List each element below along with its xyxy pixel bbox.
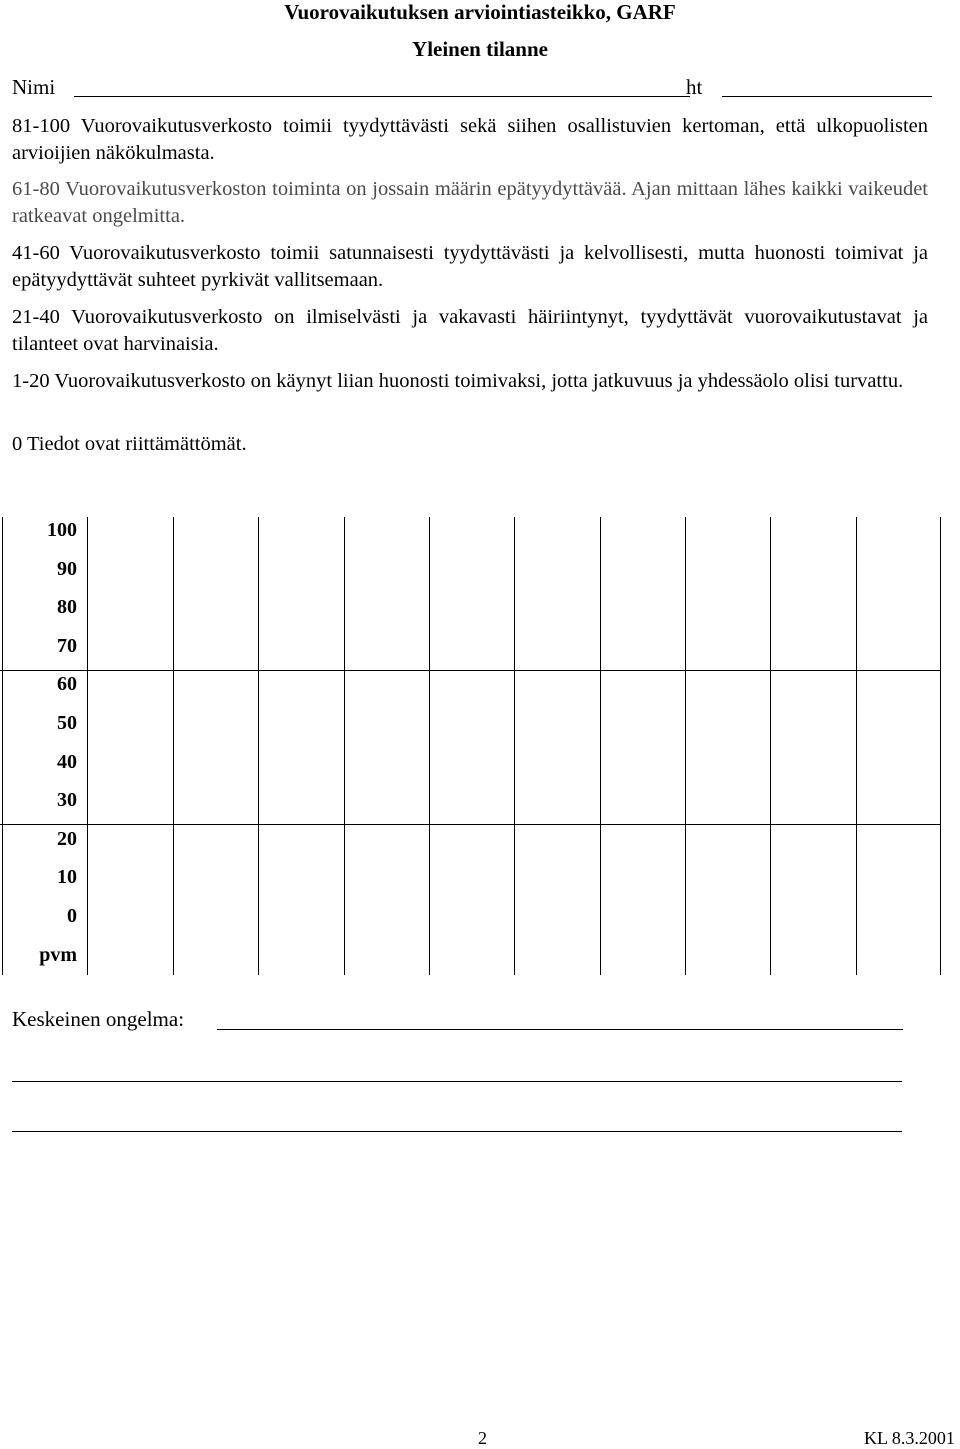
description-41-60: 41-60 Vuorovaikutusverkosto toimii satunnaisesti tyydyttävästi ja kelvollisesti, mutta huonosti toimivat ja epätyydyttävät suhteet pyrkivät vallitsemaan. (12, 242, 928, 291)
page-number: 2 (478, 1428, 487, 1448)
grid-row-label: 0 (67, 905, 77, 927)
name-row (12, 75, 922, 103)
description-1-20: 1-20 Vuorovaikutusverkosto on käynyt liian huonosti toimivaksi, jotta jatkuvuus ja yhdessäolo olisi turvattu. (12, 370, 904, 392)
grid-row-divider (0, 824, 940, 825)
name-field[interactable] (74, 96, 690, 97)
document-code: KL 8.3.2001 (864, 1428, 955, 1448)
grid-column-line (429, 517, 430, 975)
grid-row-label: 40 (57, 750, 77, 773)
grid-column-line (600, 517, 601, 975)
key-problem-field[interactable] (217, 1029, 903, 1030)
grid-column-line (685, 517, 686, 975)
grid-column-line (770, 517, 771, 975)
description-21-40: 21-40 Vuorovaikutusverkosto on ilmiselvästi ja vakavasti häiriintynyt, tyydyttävät vuorovaikutustavat ja tilanteet ovat harvinaisia. (12, 306, 928, 355)
grid-column-line (344, 517, 345, 975)
document-title: Vuorovaikutuksen arviointiasteikko, GARF (284, 0, 676, 24)
grid-row-label: 90 (57, 557, 77, 580)
document-subtitle: Yleinen tilanne (412, 37, 548, 61)
grid-row-label: 60 (57, 673, 77, 696)
key-problem-label: Keskeinen ongelma: (12, 1007, 185, 1031)
grid-row-divider (0, 670, 940, 671)
key-problem-field-line-3[interactable] (12, 1131, 902, 1132)
key-problem-field-line-2[interactable] (12, 1081, 902, 1082)
grid-column-line (258, 517, 259, 975)
ht-field[interactable] (722, 96, 932, 97)
grid-row-label: 70 (57, 634, 77, 657)
description-81-100: 81-100 Vuorovaikutusverkosto toimii tyydyttävästi sekä siihen osallistuvien kertoman, että ulkopuolisten arvioijien näkökulmasta. (12, 115, 928, 164)
grid-row-label: 100 (47, 519, 77, 541)
description-61-80: 61-80 Vuorovaikutusverkoston toiminta on jossain määrin epätyydyttävää. Ajan mittaan lähes kaikki vaikeudet ratkeavat ongelmitta. (12, 178, 928, 227)
grid-row-label: 20 (57, 827, 77, 850)
ht-label: ht (686, 75, 703, 99)
grid-row-label: 50 (57, 712, 77, 734)
name-label: Nimi (12, 75, 56, 99)
grid-row-label: pvm (39, 943, 77, 966)
rating-grid (0, 517, 960, 977)
description-0: 0 Tiedot ovat riittämättömät. (12, 433, 247, 455)
grid-column-line (940, 517, 941, 975)
grid-column-line (87, 517, 88, 975)
grid-column-line (856, 517, 857, 975)
grid-row-label: 30 (57, 789, 77, 812)
grid-column-line (173, 517, 174, 975)
grid-row-label: 10 (57, 866, 77, 889)
grid-column-line (514, 517, 515, 975)
grid-row-label: 80 (57, 596, 77, 619)
